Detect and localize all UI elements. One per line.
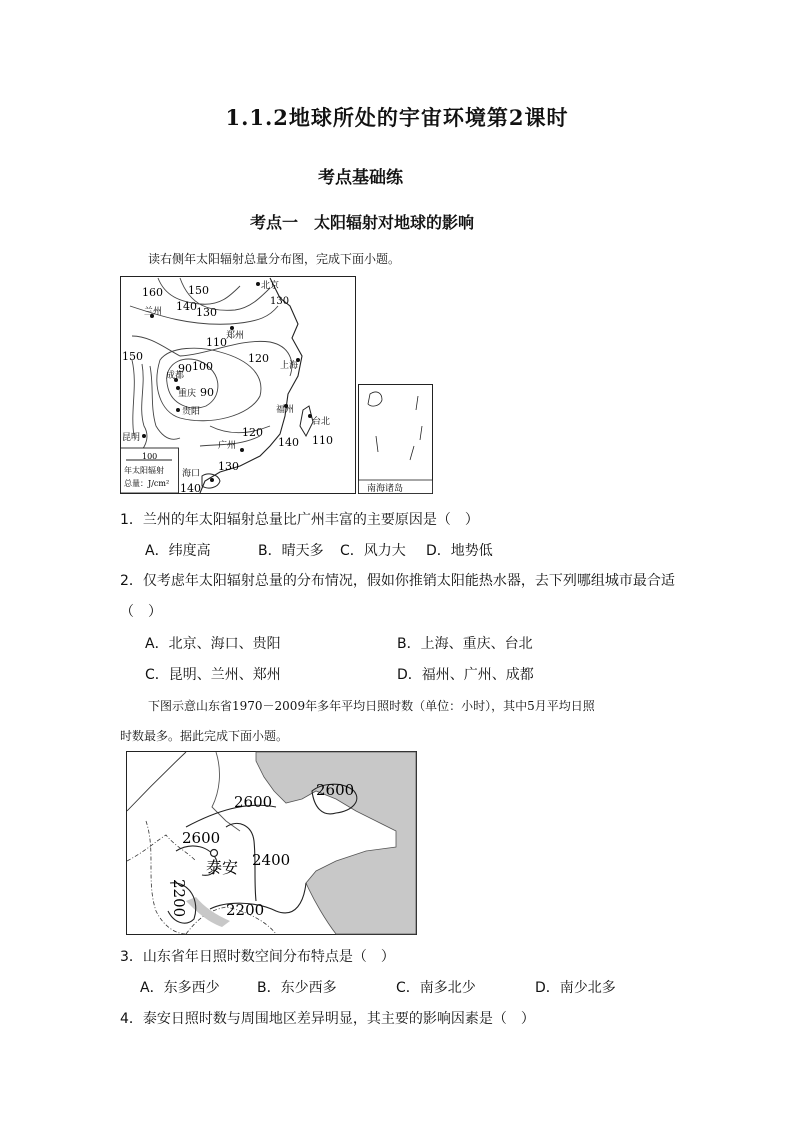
q2-option-b[interactable]: B．上海、重庆、台北: [397, 636, 533, 652]
contour-label: 110: [312, 434, 333, 447]
contour-label: 150: [188, 284, 209, 297]
contour-label: 140: [176, 300, 197, 313]
contour-label: 2600: [316, 781, 355, 799]
legend-line2: 总量：J/cm²: [124, 479, 170, 488]
city-label: 兰州: [144, 307, 163, 317]
contour-label: 140: [180, 482, 201, 495]
section-heading: 考点一 太阳辐射对地球的影响: [250, 213, 475, 232]
q2-option-c[interactable]: C．昆明、兰州、郑州: [145, 667, 281, 683]
contour-label: 2600: [234, 793, 273, 811]
contour-label: 90: [200, 386, 214, 399]
legend-line1: 年太阳辐射: [124, 466, 164, 475]
city-label: 成都: [166, 371, 185, 381]
contour-label: 90: [178, 362, 192, 375]
subtitle: 考点基础练: [318, 168, 403, 188]
page-title: 1.1.2地球所处的宇宙环境第2课时: [225, 105, 569, 130]
question-1: 1．兰州的年太阳辐射总量比广州丰富的主要原因是（ ）: [120, 512, 479, 528]
shandong-sunshine-map: [126, 751, 418, 935]
contour-label: 140: [278, 436, 299, 449]
city-label: 北京: [261, 281, 280, 291]
contour-label: 120: [242, 426, 263, 439]
q3-option-c[interactable]: C．南多北少: [396, 980, 476, 996]
contour-label: 110: [206, 336, 227, 349]
city-label-taian: 泰安: [206, 858, 239, 877]
q3-option-a[interactable]: A．东多西少: [140, 980, 220, 996]
city-label: 重庆: [178, 389, 197, 399]
question-2: 2．仅考虑年太阳辐射总量的分布情况，假如你推销太阳能热水器，去下列哪组城市最合适: [120, 573, 675, 589]
q2-option-d[interactable]: D．福州、广州、成都: [397, 667, 534, 683]
contour-label: 150: [122, 350, 143, 363]
city-label: 福州: [276, 405, 295, 415]
city-label: 昆明: [122, 433, 141, 443]
contour-label: 130: [196, 306, 217, 319]
q2-option-a[interactable]: A．北京、海口、贵阳: [145, 636, 281, 652]
contour-label: 130: [270, 296, 290, 307]
contour-label: 130: [218, 460, 239, 473]
city-label: 郑州: [226, 331, 245, 341]
city-label: 广州: [218, 441, 237, 451]
q1-option-c[interactable]: C．风力大: [340, 543, 406, 559]
inset-label: 南海诸岛: [367, 484, 404, 494]
intro-2-cont: 时数最多。据此完成下面小题。: [120, 729, 289, 743]
q1-option-a[interactable]: A．纬度高: [145, 543, 211, 559]
contour-label: 100: [192, 360, 213, 373]
contour-label: 2400: [252, 851, 291, 869]
question-4: 4．泰安日照时数与周围地区差异明显，其主要的影响因素是（ ）: [120, 1011, 535, 1027]
city-label: 上海: [280, 361, 299, 371]
contour-label: 2200: [226, 901, 265, 919]
solar-radiation-map: [120, 276, 440, 496]
q3-option-b[interactable]: B．东少西多: [257, 980, 337, 996]
q3-option-d[interactable]: D．南少北多: [535, 980, 616, 996]
contour-label: 2600: [182, 829, 221, 847]
city-label: 贵阳: [182, 407, 201, 417]
contour-label: 2200: [170, 879, 188, 918]
intro-1: 读右侧年太阳辐射总量分布图，完成下面小题。: [148, 252, 401, 266]
city-label: 海口: [182, 469, 201, 479]
question-2-cont: （ ）: [120, 604, 162, 620]
intro-2: 下图示意山东省1970－2009年多年平均日照时数（单位：小时），其中5月平均日照: [148, 699, 595, 713]
question-3: 3．山东省年日照时数空间分布特点是（ ）: [120, 949, 395, 965]
q1-option-b[interactable]: B．晴天多: [258, 543, 324, 559]
contour-label: 120: [248, 352, 269, 365]
city-label: 台北: [312, 417, 331, 427]
q1-option-d[interactable]: D．地势低: [426, 543, 493, 559]
contour-label: 160: [142, 286, 163, 299]
legend-value: 100: [142, 452, 158, 461]
